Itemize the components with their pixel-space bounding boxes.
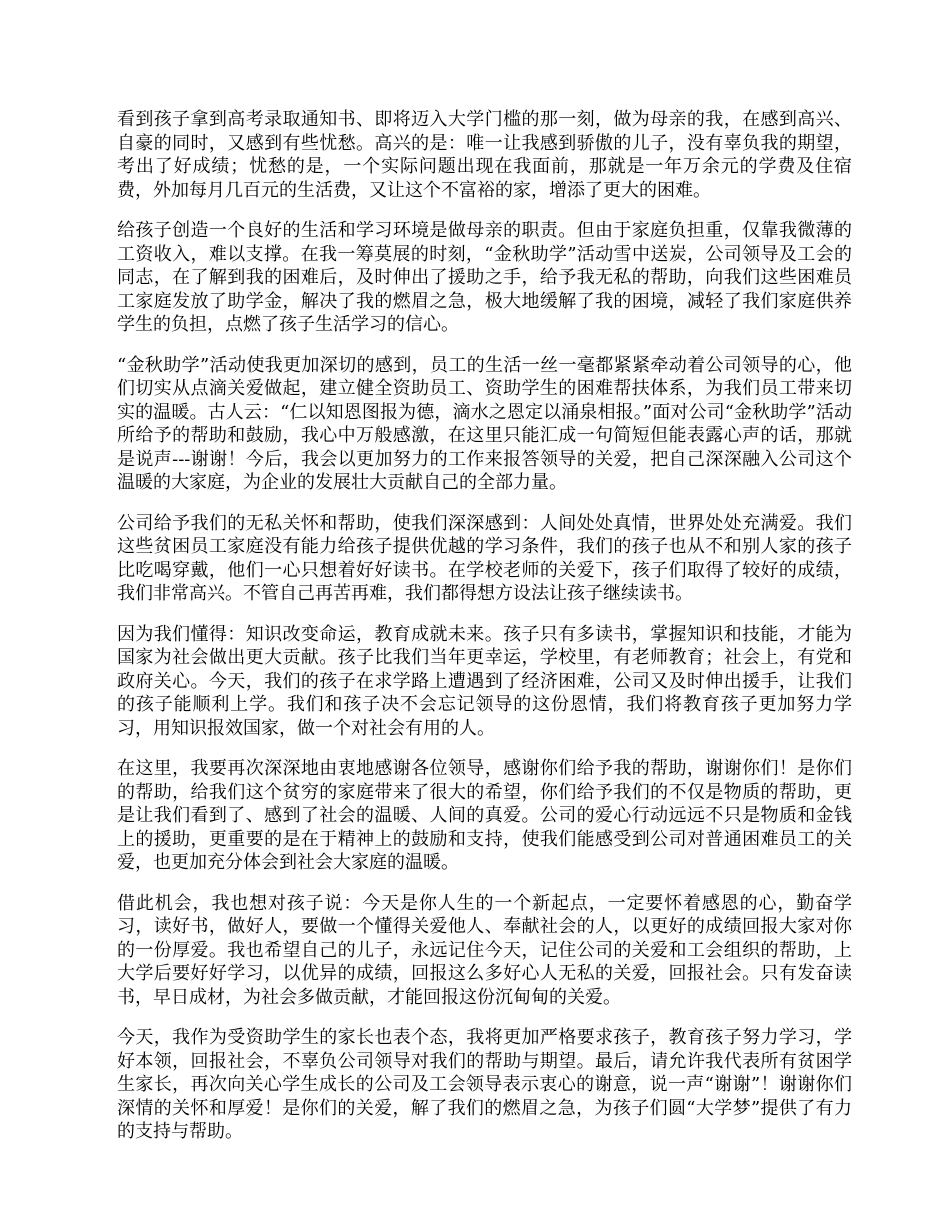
paragraph-8: 今天，我作为受资助学生的家长也表个态，我将更加严格要求孩子，教育孩子努力学习，学好本领，回报社会，不辜负公司领导对我们的帮助与期望。最后，请允许我代表所有贫困学生家长，再次向关心学生成长的公司及工会领导表示衷心的谢意，说一声“谢谢”！谢谢你们深情的关怀和厚爱！是你们的关爱，解了我们的燃眉之急，为孩子们圆“大学梦”提供了有力的支持与帮助。 <box>117 1027 852 1142</box>
paragraph-5: 因为我们懂得：知识改变命运，教育成就未来。孩子只有多读书，掌握知识和技能，才能为国家为社会做出更大贡献。孩子比我们当年更幸运，学校里，有老师教育；社会上，有党和政府关心。今天，我们的孩子在求学路上遭遇到了经济困难，公司又及时伸出援手，让我们的孩子能顺利上学。我们和孩子决不会忘记领导的这份恩情，我们将教育孩子更加努力学习，用知识报效国家，做一个对社会有用的人。 <box>117 623 852 739</box>
document-body <box>117 108 852 1161</box>
paragraph-3: “金秋助学”活动使我更加深切的感到，员工的生活一丝一毫都紧紧牵动着公司领导的心，他们切实从点滴关爱做起，建立健全资助员工、资助学生的困难帮扶体系，为我们员工带来切实的温暖。古人云：“仁以知恩图报为德，滴水之恩定以涌泉相报。”面对公司“金秋助学”活动所给予的帮助和鼓励，我心中万般感激，在这里只能汇成一句简短但能表露心声的话，那就是说声---谢谢！今后，我会以更加努力的工作来报答领导的关爱，把自己深深融入公司这个温暖的大家庭，为企业的发展壮大贡献自己的全部力量。 <box>117 354 852 493</box>
paragraph-7: 借此机会，我也想对孩子说：今天是你人生的一个新起点，一定要怀着感恩的心，勤奋学习，读好书，做好人，要做一个懂得关爱他人、奉献社会的人，以更好的成绩回报大家对你的一份厚爱。我也希望自己的儿子，永远记住今天，记住公司的关爱和工会组织的帮助，上大学后要好好学习，以优异的成绩，回报这么多好心人无私的关爱，回报社会。只有发奋读书，早日成材，为社会多做贡献，才能回报这份沉甸甸的关爱。 <box>117 892 852 1008</box>
paragraph-2: 给孩子创造一个良好的生活和学习环境是做母亲的职责。但由于家庭负担重，仅靠我微薄的工资收入，难以支撑。在我一筹莫展的时刻，“金秋助学”活动雪中送炭，公司领导及工会的同志，在了解到我的困难后，及时伸出了援助之手，给予我无私的帮助，向我们这些困难员工家庭发放了助学金，解决了我的燃眉之急，极大地缓解了我的困境，减轻了我们家庭供养学生的负担，点燃了孩子生活学习的信心。 <box>117 220 852 335</box>
paragraph-1: 看到孩子拿到高考录取通知书、即将迈入大学门槛的那一刻，做为母亲的我，在感到高兴、自豪的同时，又感到有些忧愁。高兴的是：唯一让我感到骄傲的儿子，没有辜负我的期望，考出了好成绩；忧愁的是，一个实际问题出现在我面前，那就是一年万余元的学费及住宿费，外加每月几百元的生活费，又让这个不富裕的家，增添了更大的困难。 <box>117 109 852 201</box>
paragraph-4: 公司给予我们的无私关怀和帮助，使我们深深感到：人间处处真情，世界处处充满爱。我们这些贫困员工家庭没有能力给孩子提供优越的学习条件，我们的孩子也从不和别人家的孩子比吃喝穿戴，他们一心只想着好好读书。在学校老师的关爱下，孩子们取得了较好的成绩，我们非常高兴。不管自己再苦再难，我们都得想方设法让孩子继续读书。 <box>117 512 852 604</box>
paragraph-6: 在这里，我要再次深深地由衷地感谢各位领导，感谢你们给予我的帮助，谢谢你们！是你们的帮助，给我们这个贫穷的家庭带来了很大的希望，你们给予我们的不仅是物质的帮助，更是让我们看到了、感到了社会的温暖、人间的真爱。公司的爱心行动远远不只是物质和金钱上的援助，更重要的是在于精神上的鼓励和支持，使我们能感受到公司对普通困难员工的关爱，也更加充分体会到社会大家庭的温暖。 <box>117 758 852 873</box>
